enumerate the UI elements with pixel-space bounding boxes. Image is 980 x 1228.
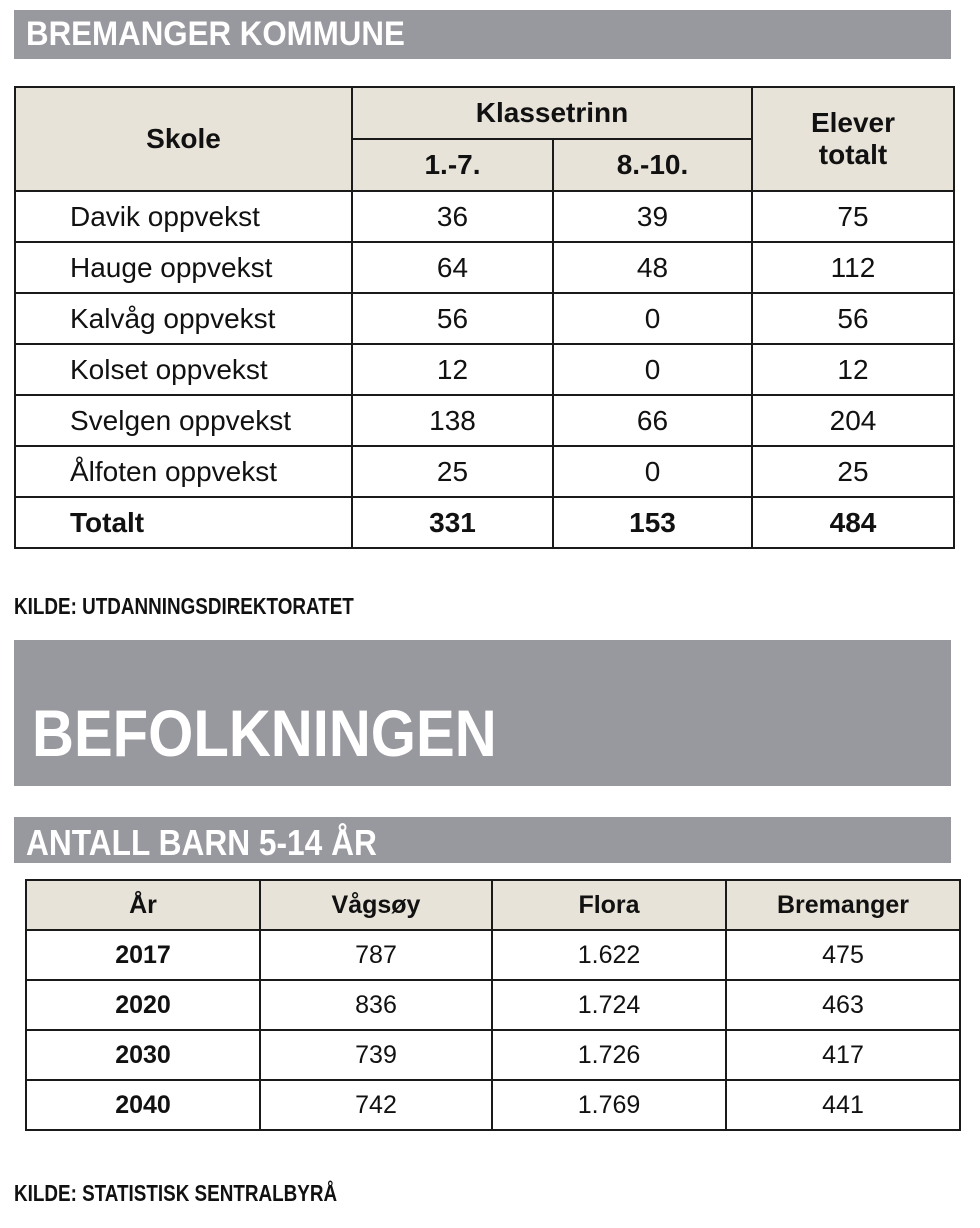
grade-8-10-count: 0: [553, 446, 752, 497]
header-bremanger: Bremanger: [726, 880, 960, 930]
total-grade-1-7: 331: [352, 497, 553, 548]
total-count: 56: [752, 293, 954, 344]
grade-1-7-count: 138: [352, 395, 553, 446]
table-row: [26, 1030, 960, 1080]
school-name: Svelgen oppvekst: [15, 395, 352, 446]
total-count: 12: [752, 344, 954, 395]
table-row: [15, 446, 954, 497]
year-cell: 2040: [26, 1080, 260, 1130]
table-header-row: [26, 880, 960, 930]
school-name: Ålfoten oppvekst: [15, 446, 352, 497]
vagsoy-cell: 742: [260, 1080, 492, 1130]
table-row: [26, 1080, 960, 1130]
header-grade-1-7: 1.-7.: [352, 139, 553, 191]
header-grade-group: Klassetrinn: [352, 87, 752, 139]
school-name: Davik oppvekst: [15, 191, 352, 242]
table-total-row: [15, 497, 954, 548]
header-year: År: [26, 880, 260, 930]
source-note-education: KILDE: UTDANNINGSDIREKTORATET: [14, 593, 354, 619]
header-vagsoy: Vågsøy: [260, 880, 492, 930]
bremanger-cell: 417: [726, 1030, 960, 1080]
table-row: [15, 293, 954, 344]
header-grade-8-10: 8.-10.: [553, 139, 752, 191]
bremanger-cell: 475: [726, 930, 960, 980]
year-cell: 2020: [26, 980, 260, 1030]
section-banner-children: [14, 817, 951, 863]
flora-cell: 1.726: [492, 1030, 726, 1080]
header-school: Skole: [15, 87, 352, 191]
section-banner-bremanger: [14, 10, 951, 59]
grade-1-7-count: 25: [352, 446, 553, 497]
header-total-line1: Elever: [810, 107, 896, 138]
total-count: 112: [752, 242, 954, 293]
school-name: Kalvåg oppvekst: [15, 293, 352, 344]
school-table: [14, 86, 955, 549]
grade-1-7-count: 12: [352, 344, 553, 395]
grade-8-10-count: 0: [553, 344, 752, 395]
bremanger-cell: 463: [726, 980, 960, 1030]
population-table: [25, 879, 961, 1131]
grade-8-10-count: 0: [553, 293, 752, 344]
total-count: 75: [752, 191, 954, 242]
year-cell: 2030: [26, 1030, 260, 1080]
vagsoy-cell: 787: [260, 930, 492, 980]
table-row: [15, 242, 954, 293]
grade-8-10-count: 66: [553, 395, 752, 446]
grade-1-7-count: 56: [352, 293, 553, 344]
grade-1-7-count: 64: [352, 242, 553, 293]
flora-cell: 1.769: [492, 1080, 726, 1130]
flora-cell: 1.622: [492, 930, 726, 980]
flora-cell: 1.724: [492, 980, 726, 1030]
total-count: 204: [752, 395, 954, 446]
header-total-students: [752, 87, 954, 191]
grade-8-10-count: 48: [553, 242, 752, 293]
school-name: Hauge oppvekst: [15, 242, 352, 293]
vagsoy-cell: 739: [260, 1030, 492, 1080]
total-count: 25: [752, 446, 954, 497]
total-grade-8-10: 153: [553, 497, 752, 548]
table-header-row: [15, 87, 954, 139]
banner-subtitle: ANTALL BARN 5-14 ÅR: [26, 822, 377, 863]
section-banner-population: [14, 640, 951, 786]
school-name: Kolset oppvekst: [15, 344, 352, 395]
table-row: [26, 930, 960, 980]
table-row: [15, 344, 954, 395]
total-label: Totalt: [15, 497, 352, 548]
grade-1-7-count: 36: [352, 191, 553, 242]
grade-8-10-count: 39: [553, 191, 752, 242]
banner-title: BEFOLKNINGEN: [32, 696, 497, 770]
table-row: [15, 191, 954, 242]
banner-title: BREMANGER KOMMUNE: [26, 15, 405, 53]
source-note-statistics: KILDE: STATISTISK SENTRALBYRÅ: [14, 1180, 338, 1206]
bremanger-cell: 441: [726, 1080, 960, 1130]
table-row: [26, 980, 960, 1030]
grand-total: 484: [752, 497, 954, 548]
header-flora: Flora: [492, 880, 726, 930]
table-row: [15, 395, 954, 446]
year-cell: 2017: [26, 930, 260, 980]
vagsoy-cell: 836: [260, 980, 492, 1030]
header-total-line2: totalt: [818, 139, 888, 170]
